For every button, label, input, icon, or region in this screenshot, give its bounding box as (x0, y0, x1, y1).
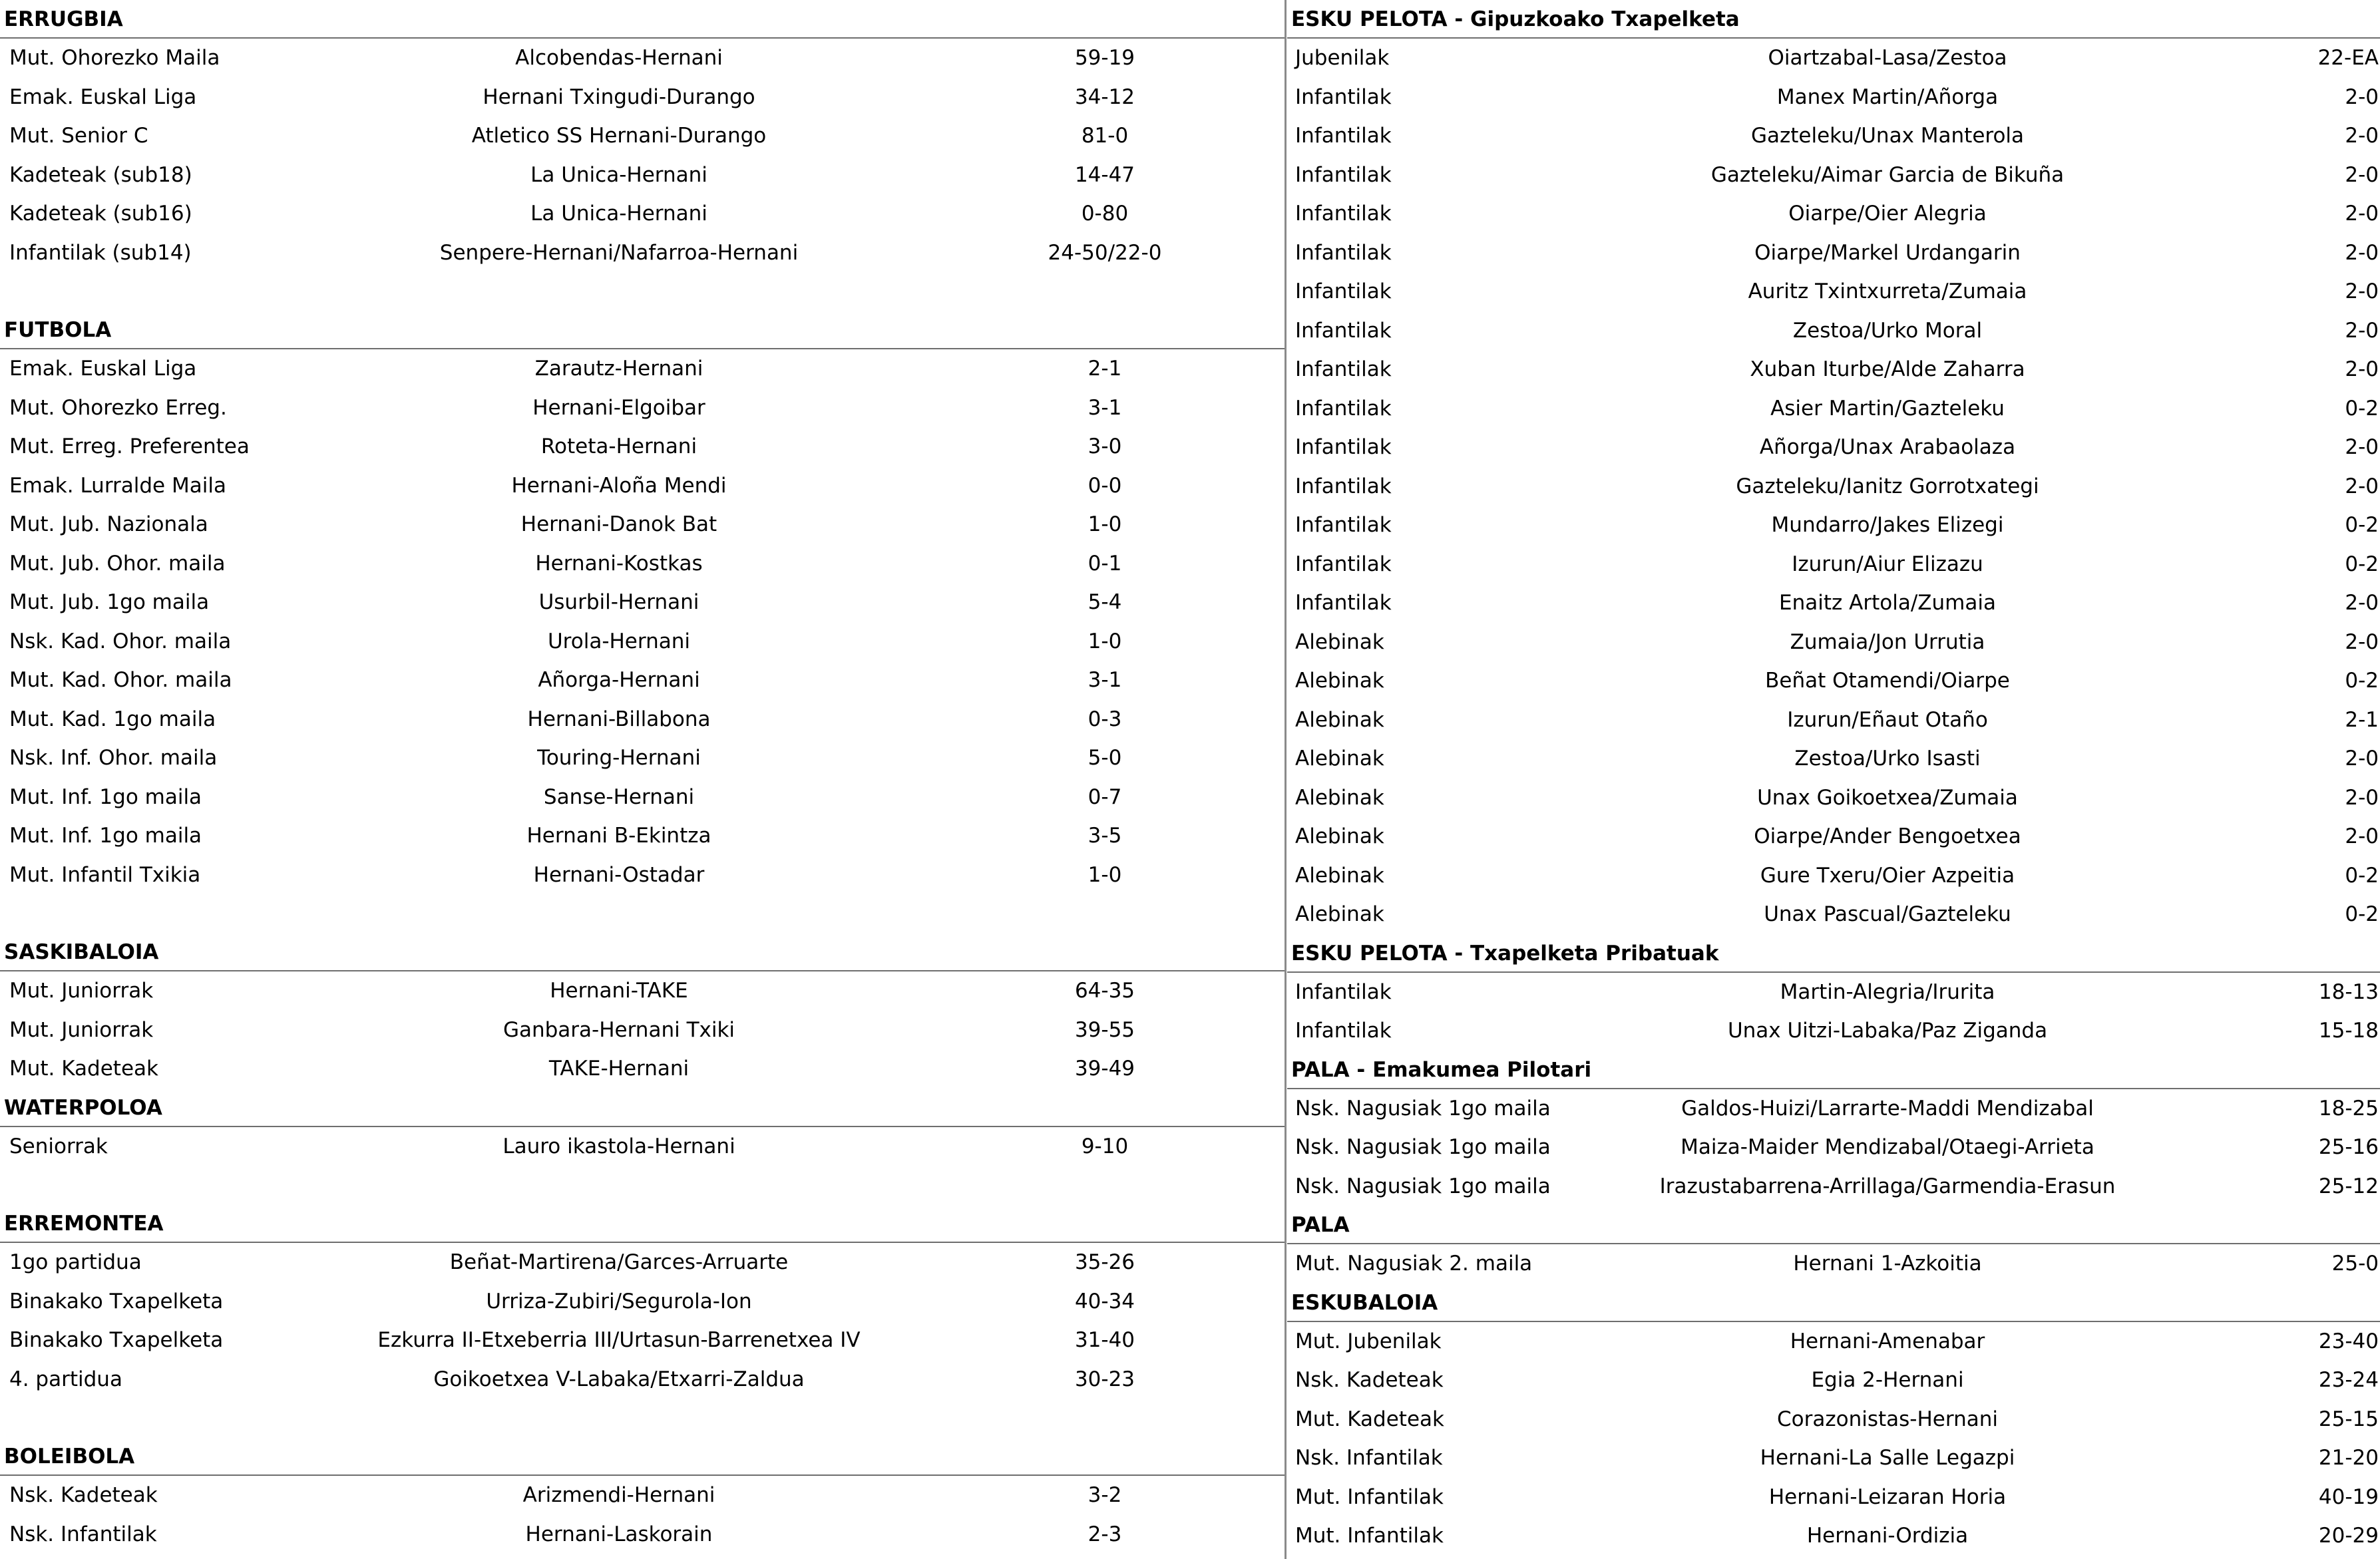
result-row (0, 1127, 1285, 1166)
match-cell: Hernani-Ordizia (1806, 1524, 1969, 1548)
score-cell: 3-1 (1088, 395, 1122, 420)
match-cell: Mundarro/Jakes Elizegi (1771, 513, 2004, 537)
match-cell: Izurun/Aiur Elizazu (1792, 552, 1983, 576)
match-cell: Sanse-Hernani (543, 784, 695, 809)
match-cell: Enaitz Artola/Zumaia (1779, 591, 1996, 615)
score-cell: 25-16 (2318, 1135, 2379, 1159)
score-cell: 22-EA (2317, 46, 2379, 70)
result-row (1287, 1361, 2380, 1400)
result-row (0, 1282, 1285, 1321)
match-cell: Ezkurra II-Etxeberria III/Urtasun-Barrenetxea IV (377, 1328, 861, 1352)
score-cell: 2-0 (2345, 785, 2379, 810)
score-cell: 34-12 (1074, 85, 1135, 109)
score-cell: 18-13 (2318, 979, 2379, 1004)
category-cell: Infantilak (1295, 85, 1392, 109)
match-cell: Urriza-Zubiri/Segurola-Ion (486, 1289, 752, 1313)
category-cell: Mut. Infantilak (1295, 1484, 1444, 1509)
result-row (0, 466, 1285, 506)
score-cell: 0-7 (1088, 784, 1122, 809)
section-errugbia (0, 0, 1285, 311)
score-cell: 24-50/22-0 (1048, 240, 1162, 265)
match-cell: Gazteleku/Ianitz Gorrotxategi (1736, 474, 2039, 498)
match-cell: Hernani Txingudi-Durango (483, 85, 755, 109)
score-cell: 1-0 (1088, 512, 1122, 536)
match-cell: Zestoa/Urko Isasti (1794, 747, 1981, 771)
category-cell: Infantilak (1295, 279, 1392, 303)
category-cell: Mut. Jubenilak (1295, 1329, 1442, 1353)
category-cell: Infantilak (1295, 240, 1392, 265)
score-cell: 81-0 (1081, 124, 1129, 148)
result-row (1287, 39, 2380, 78)
right-column (1287, 0, 2380, 1559)
category-cell: Infantilak (1295, 318, 1392, 343)
score-cell: 3-0 (1088, 434, 1122, 458)
section-title: BOLEIBOLA (0, 1437, 1285, 1476)
section-title: ERRUGBIA (0, 0, 1285, 39)
category-cell: Mut. Juniorrak (9, 979, 154, 1003)
match-cell: Manex Martin/Añorga (1776, 85, 1999, 109)
match-cell: Usurbil-Hernani (538, 590, 699, 614)
match-cell: Touring-Hernani (537, 746, 701, 770)
section-spacer (0, 1166, 1285, 1204)
score-cell: 25-15 (2318, 1407, 2379, 1431)
result-row (1287, 1322, 2380, 1361)
section-spacer (0, 272, 1285, 311)
section-title: PALA (1287, 1206, 2380, 1244)
match-cell: TAKE-Hernani (548, 1057, 690, 1081)
match-cell: Martin-Alegria/Irurita (1780, 979, 1995, 1004)
category-cell: Nsk. Inf. Ohor. maila (9, 746, 218, 770)
result-row (1287, 739, 2380, 779)
section-boleibola (0, 1437, 1285, 1554)
category-cell: Mut. Kadeteak (9, 1057, 158, 1081)
score-cell: 23-40 (2318, 1329, 2379, 1353)
match-cell: Goikoetxea V-Labaka/Etxarri-Zaldua (433, 1367, 805, 1391)
result-row (0, 544, 1285, 584)
score-cell: 0-2 (2345, 396, 2379, 421)
score-cell: 1-0 (1088, 629, 1122, 653)
score-cell: 2-0 (2345, 279, 2379, 303)
score-cell: 2-0 (2345, 357, 2379, 381)
result-row (1287, 467, 2380, 506)
match-cell: Senpere-Hernani/Nafarroa-Hernani (439, 240, 799, 265)
match-cell: Oiarpe/Markel Urdangarin (1754, 240, 2021, 265)
result-row (1287, 895, 2380, 934)
match-cell: Hernani 1-Azkoitia (1793, 1252, 1982, 1276)
section-title: PALA - Emakumea Pilotari (1287, 1051, 2380, 1089)
category-cell: Mut. Jub. Ohor. maila (9, 551, 226, 576)
match-cell: Zumaia/Jon Urrutia (1790, 629, 1985, 654)
score-cell: 2-0 (2345, 435, 2379, 459)
result-row (0, 194, 1285, 234)
category-cell: Seniorrak (9, 1134, 108, 1158)
result-row (0, 583, 1285, 622)
section-title: ESKU PELOTA - Txapelketa Pribatuak (1287, 934, 2380, 973)
result-row (1287, 194, 2380, 234)
category-cell: Infantilak (1295, 513, 1392, 537)
section-title: ESKUBALOIA (1287, 1284, 2380, 1322)
category-cell: Nsk. Infantilak (1295, 1446, 1443, 1470)
result-row (1287, 272, 2380, 311)
result-row (0, 116, 1285, 156)
score-cell: 0-1 (1088, 551, 1122, 576)
match-cell: Gazteleku/Aimar Garcia de Bikuña (1710, 162, 2065, 187)
result-row (0, 234, 1285, 273)
category-cell: Kadeteak (sub18) (9, 162, 192, 187)
match-cell: Hernani-Danok Bat (520, 512, 717, 536)
category-cell: 4. partidua (9, 1367, 122, 1391)
category-cell: Infantilak (1295, 162, 1392, 187)
score-cell: 18-25 (2318, 1096, 2379, 1121)
category-cell: Mut. Nagusiak 2. maila (1295, 1252, 1533, 1276)
score-cell: 0-2 (2345, 552, 2379, 576)
match-cell: La Unica-Hernani (530, 202, 707, 226)
score-cell: 0-2 (2345, 513, 2379, 537)
score-cell: 3-2 (1088, 1483, 1122, 1507)
match-cell: Xuban Iturbe/Alde Zaharra (1750, 357, 2025, 381)
section-title: FUTBOLA (0, 311, 1285, 349)
match-cell: Hernani-Laskorain (525, 1522, 713, 1546)
result-row (0, 1476, 1285, 1515)
match-cell: Hernani-Kostkas (535, 551, 703, 576)
score-cell: 2-0 (2345, 474, 2379, 498)
column-divider (1285, 0, 1287, 1559)
category-cell: Infantilak (1295, 1019, 1392, 1043)
score-cell: 3-5 (1088, 824, 1122, 848)
result-row (1287, 1167, 2380, 1206)
score-cell: 2-0 (2345, 85, 2379, 109)
score-cell: 2-0 (2345, 747, 2379, 771)
score-cell: 0-2 (2345, 863, 2379, 888)
score-cell: 59-19 (1074, 46, 1135, 70)
match-cell: Añorga-Hernani (538, 668, 700, 692)
result-row (1287, 623, 2380, 662)
category-cell: Mut. Jub. 1go maila (9, 590, 210, 614)
result-row (1287, 661, 2380, 701)
result-row (1287, 1128, 2380, 1167)
section-esku-pelota-gipuzkoako-txapelketa (1287, 0, 2380, 934)
score-cell: 0-0 (1088, 473, 1122, 498)
match-cell: Hernani-Amenabar (1790, 1329, 1985, 1353)
category-cell: Nsk. Nagusiak 1go maila (1295, 1096, 1551, 1121)
category-cell: Alebinak (1295, 863, 1384, 888)
score-cell: 15-18 (2318, 1019, 2379, 1043)
match-cell: Hernani-Ostadar (533, 862, 705, 887)
score-cell: 0-2 (2345, 669, 2379, 693)
match-cell: Hernani-Aloña Mendi (511, 473, 727, 498)
category-cell: Nsk. Kadeteak (1295, 1368, 1444, 1392)
category-cell: Jubenilak (1295, 46, 1390, 70)
category-cell: Alebinak (1295, 902, 1384, 926)
section-eskubaloia (1287, 1284, 2380, 1556)
match-cell: Maiza-Maider Mendizabal/Otaegi-Arrieta (1681, 1135, 2094, 1159)
section-spacer (0, 894, 1285, 933)
category-cell: Kadeteak (sub16) (9, 202, 192, 226)
score-cell: 5-0 (1088, 746, 1122, 770)
match-cell: Zestoa/Urko Moral (1792, 318, 1983, 343)
result-row (1287, 545, 2380, 584)
category-cell: Alebinak (1295, 785, 1384, 810)
result-row (1287, 779, 2380, 818)
match-cell: Oiarpe/Ander Bengoetxea (1754, 824, 2021, 848)
result-row (0, 622, 1285, 661)
score-cell: 40-34 (1074, 1289, 1135, 1313)
result-row (1287, 350, 2380, 389)
match-cell: Roteta-Hernani (540, 434, 697, 458)
result-row (0, 661, 1285, 700)
section-title: SASKIBALOIA (0, 933, 1285, 971)
match-cell: Galdos-Huizi/Larrarte-Maddi Mendizabal (1681, 1096, 2094, 1121)
match-cell: La Unica-Hernani (530, 162, 707, 187)
result-row (1287, 234, 2380, 273)
category-cell: Nsk. Infantilak (9, 1522, 157, 1546)
result-row (1287, 506, 2380, 545)
section-esku-pelota-txapelketa-pribatuak (1287, 934, 2380, 1051)
category-cell: Alebinak (1295, 707, 1384, 732)
score-cell: 2-0 (2345, 162, 2379, 187)
score-cell: 30-23 (1074, 1367, 1135, 1391)
section-title: ERREMONTEA (0, 1204, 1285, 1243)
category-cell: Emak. Euskal Liga (9, 85, 197, 109)
result-row (1287, 311, 2380, 351)
category-cell: Infantilak (1295, 357, 1392, 381)
result-row (1287, 1244, 2380, 1284)
category-cell: Mut. Infantilak (1295, 1524, 1444, 1548)
category-cell: Alebinak (1295, 747, 1384, 771)
match-cell: Asier Martin/Gazteleku (1770, 396, 2005, 421)
score-cell: 2-0 (2345, 629, 2379, 654)
section-waterpoloa (0, 1089, 1285, 1205)
result-row (0, 78, 1285, 117)
result-row (1287, 78, 2380, 117)
result-row (0, 1049, 1285, 1089)
result-row (1287, 1089, 2380, 1128)
match-cell: Arizmendi-Hernani (522, 1483, 715, 1507)
result-row (0, 971, 1285, 1011)
result-row (0, 505, 1285, 544)
result-row (1287, 1478, 2380, 1517)
score-cell: 2-0 (2345, 824, 2379, 848)
result-row (0, 349, 1285, 389)
score-cell: 2-1 (1088, 357, 1122, 381)
category-cell: Mut. Jub. Nazionala (9, 512, 208, 536)
score-cell: 31-40 (1074, 1328, 1135, 1352)
score-cell: 2-0 (2345, 240, 2379, 265)
category-cell: Nsk. Kadeteak (9, 1483, 158, 1507)
section-saskibaloia (0, 933, 1285, 1089)
result-row (1287, 1011, 2380, 1051)
result-row (0, 1321, 1285, 1360)
result-row (1287, 856, 2380, 896)
category-cell: Alebinak (1295, 669, 1384, 693)
score-cell: 64-35 (1074, 979, 1135, 1003)
score-cell: 39-55 (1074, 1017, 1135, 1042)
score-cell: 1-0 (1088, 862, 1122, 887)
section-spacer (0, 1399, 1285, 1437)
score-cell: 25-0 (2331, 1252, 2379, 1276)
section-futbola (0, 311, 1285, 933)
score-cell: 3-1 (1088, 668, 1122, 692)
match-cell: Oiarpe/Oier Alegria (1788, 202, 1987, 226)
result-row (1287, 428, 2380, 467)
result-row (0, 778, 1285, 817)
category-cell: Binakako Txapelketa (9, 1289, 224, 1313)
category-cell: Mut. Ohorezko Erreg. (9, 395, 227, 420)
score-cell: 35-26 (1074, 1250, 1135, 1274)
result-row (1287, 1439, 2380, 1478)
category-cell: Alebinak (1295, 629, 1384, 654)
result-row (1287, 584, 2380, 623)
category-cell: Mut. Kad. 1go maila (9, 707, 216, 731)
score-cell: 2-0 (2345, 591, 2379, 615)
section-title: WATERPOLOA (0, 1089, 1285, 1127)
category-cell: Infantilak (1295, 979, 1392, 1004)
score-cell: 0-80 (1081, 202, 1129, 226)
category-cell: Emak. Euskal Liga (9, 357, 197, 381)
category-cell: Infantilak (1295, 474, 1392, 498)
match-cell: Unax Uitzi-Labaka/Paz Ziganda (1727, 1019, 2048, 1043)
match-cell: Unax Pascual/Gazteleku (1764, 902, 2011, 926)
score-cell: 9-10 (1081, 1134, 1129, 1158)
score-cell: 20-29 (2318, 1524, 2379, 1548)
result-row (1287, 389, 2380, 429)
category-cell: Infantilak (1295, 552, 1392, 576)
result-row (0, 739, 1285, 778)
category-cell: Infantilak (1295, 124, 1392, 148)
category-cell: Alebinak (1295, 824, 1384, 848)
category-cell: Mut. Juniorrak (9, 1017, 154, 1042)
score-cell: 40-19 (2318, 1484, 2379, 1509)
match-cell: Izurun/Eñaut Otaño (1787, 707, 1988, 732)
result-row (0, 427, 1285, 466)
category-cell: Emak. Lurralde Maila (9, 473, 226, 498)
score-cell: 2-3 (1088, 1522, 1122, 1546)
category-cell: Infantilak (1295, 435, 1392, 459)
match-cell: Auritz Txintxurreta/Zumaia (1748, 279, 2027, 303)
match-cell: Urola-Hernani (547, 629, 690, 653)
result-row (0, 1360, 1285, 1399)
match-cell: Hernani B-Ekintza (526, 824, 711, 848)
match-cell: Hernani-TAKE (550, 979, 688, 1003)
score-cell: 0-2 (2345, 902, 2379, 926)
result-row (0, 1243, 1285, 1282)
score-cell: 14-47 (1074, 162, 1135, 187)
category-cell: Mut. Inf. 1go maila (9, 824, 202, 848)
result-row (1287, 973, 2380, 1012)
score-cell: 39-49 (1074, 1057, 1135, 1081)
match-cell: Unax Goikoetxea/Zumaia (1757, 785, 2018, 810)
category-cell: Nsk. Nagusiak 1go maila (1295, 1174, 1551, 1198)
category-cell: Infantilak (sub14) (9, 240, 192, 265)
result-row (0, 700, 1285, 739)
result-row (1287, 701, 2380, 740)
category-cell: Mut. Kadeteak (1295, 1407, 1444, 1431)
result-row (0, 1515, 1285, 1554)
match-cell: Alcobendas-Hernani (515, 46, 723, 70)
section-pala (1287, 1206, 2380, 1284)
category-cell: 1go partidua (9, 1250, 142, 1274)
score-cell: 25-12 (2318, 1174, 2379, 1198)
score-cell: 2-0 (2345, 124, 2379, 148)
result-row (1287, 156, 2380, 195)
score-cell: 5-4 (1088, 590, 1122, 614)
match-cell: Gazteleku/Unax Manterola (1750, 124, 2025, 148)
result-row (1287, 1400, 2380, 1439)
score-cell: 2-0 (2345, 318, 2379, 343)
category-cell: Infantilak (1295, 396, 1392, 421)
section-title: ESKU PELOTA - Gipuzkoako Txapelketa (1287, 0, 2380, 39)
category-cell: Mut. Erreg. Preferentea (9, 434, 250, 458)
result-row (0, 1011, 1285, 1050)
score-cell: 2-0 (2345, 202, 2379, 226)
section-erremontea (0, 1204, 1285, 1437)
score-cell: 2-1 (2345, 707, 2379, 732)
category-cell: Mut. Inf. 1go maila (9, 784, 202, 809)
match-cell: Ganbara-Hernani Txiki (502, 1017, 735, 1042)
section-pala-emakumea-pilotari (1287, 1051, 2380, 1206)
match-cell: Corazonistas-Hernani (1777, 1407, 1998, 1431)
score-cell: 21-20 (2318, 1446, 2379, 1470)
result-row (0, 39, 1285, 78)
match-cell: Atletico SS Hernani-Durango (471, 124, 767, 148)
result-row (1287, 1516, 2380, 1556)
category-cell: Mut. Senior C (9, 124, 148, 148)
result-row (0, 389, 1285, 428)
match-cell: Añorga/Unax Arabaolaza (1759, 435, 2016, 459)
match-cell: Irazustabarrena-Arrillaga/Garmendia-Erasun (1659, 1174, 2116, 1198)
category-cell: Infantilak (1295, 202, 1392, 226)
category-cell: Mut. Ohorezko Maila (9, 46, 220, 70)
score-cell: 23-24 (2318, 1368, 2379, 1392)
result-row (0, 156, 1285, 195)
category-cell: Mut. Kad. Ohor. maila (9, 668, 232, 692)
match-cell: Hernani-Elgoibar (532, 395, 705, 420)
match-cell: Hernani-Billabona (527, 707, 711, 731)
match-cell: Beñat Otamendi/Oiarpe (1765, 669, 2010, 693)
category-cell: Nsk. Nagusiak 1go maila (1295, 1135, 1551, 1159)
score-cell: 0-3 (1088, 707, 1122, 731)
result-row (0, 856, 1285, 895)
result-row (0, 816, 1285, 856)
result-row (1287, 116, 2380, 156)
match-cell: Beñat-Martirena/Garces-Arruarte (449, 1250, 789, 1274)
match-cell: Hernani-La Salle Legazpi (1760, 1446, 2015, 1470)
match-cell: Oiartzabal-Lasa/Zestoa (1768, 46, 2007, 70)
match-cell: Lauro ikastola-Hernani (502, 1134, 735, 1158)
category-cell: Nsk. Kad. Ohor. maila (9, 629, 232, 653)
category-cell: Infantilak (1295, 591, 1392, 615)
category-cell: Binakako Txapelketa (9, 1328, 224, 1352)
match-cell: Gure Txeru/Oier Azpeitia (1760, 863, 2015, 888)
match-cell: Zarautz-Hernani (534, 357, 703, 381)
category-cell: Mut. Infantil Txikia (9, 862, 201, 887)
result-row (1287, 817, 2380, 856)
match-cell: Hernani-Leizaran Horia (1768, 1484, 2007, 1509)
match-cell: Egia 2-Hernani (1811, 1368, 1964, 1392)
